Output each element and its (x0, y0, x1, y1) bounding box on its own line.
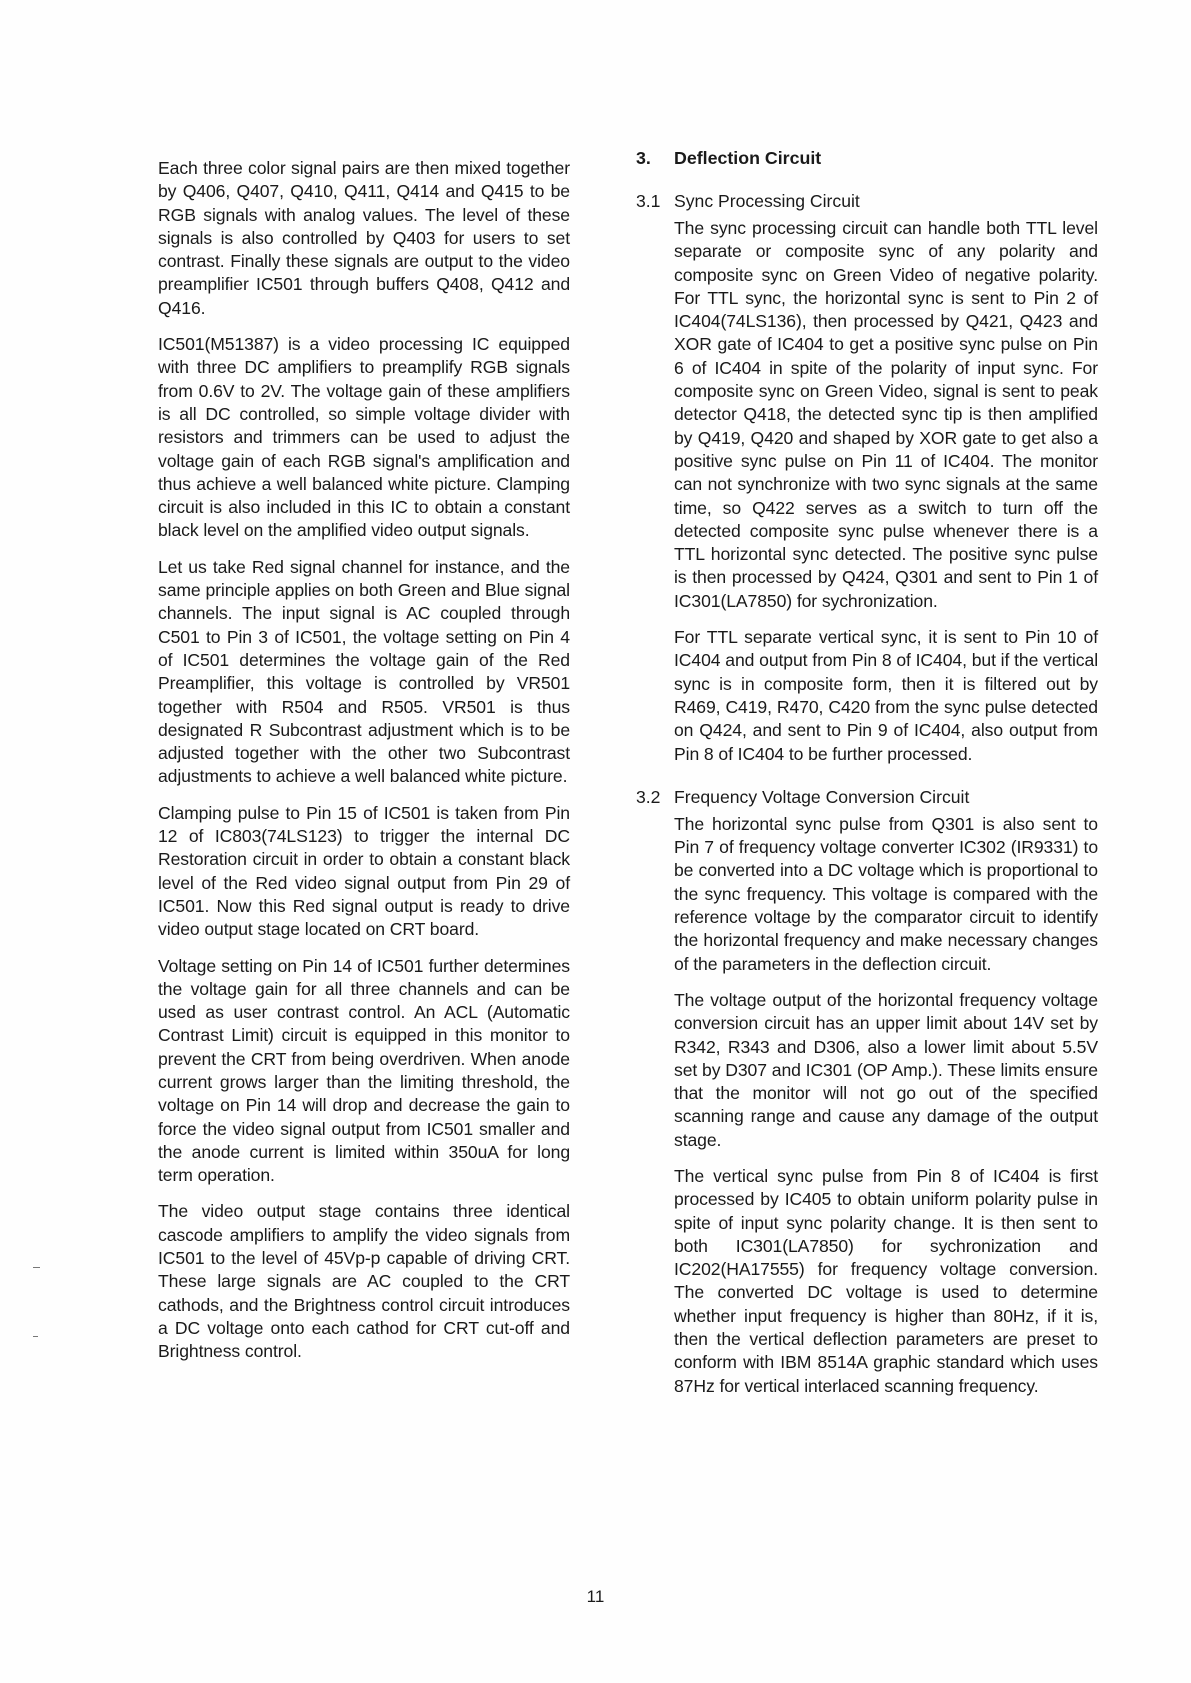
paragraph-video-output-stage: The video output stage contains three identical cascode amplifiers to amplify the video signals from IC501 to the level of 45Vp-p capable of driving CRT. These large signals are AC coupled to the CRT cathods, and the Brightness control circuit introduces a DC voltage onto each cathod for CRT cut-off and Brightness control. (158, 1201, 570, 1362)
subsection-frequency-voltage (636, 786, 1098, 1398)
section-heading-deflection (636, 146, 1098, 170)
left-column (158, 157, 570, 1377)
paragraph-sync-processing: The sync processing circuit can handle both TTL level separate or composite sync of any polarity and composite sync on Green Video of negative polarity. For TTL sync, the horizontal sync is sent to Pin 2 of IC404(74LS136), then processed by Q421, Q423 and XOR gate of IC404 to get a positive sync pulse on Pin 6 of IC404 in spite of the polarity of input sync. For composite sync on Green Video, signal is sent to peak detector Q418, the detected sync tip is then amplified by Q419, Q420 and shaped by XOR gate to get also a positive sync pulse on Pin 11 of IC404. The monitor can not synchronize with two sync signals at the same time, so Q422 serves as a switch to turn off the detected composite sync pulse whenever there is a TTL horizontal sync detected. The positive sync pulse is then processed by Q424, Q301 and sent to Pin 1 of IC301(LA7850) for sychronization. (674, 218, 1098, 611)
scan-mark (33, 1267, 40, 1268)
page-number: 11 (586, 1587, 605, 1606)
paragraph-acl-circuit: Voltage setting on Pin 14 of IC501 further determines the voltage gain for all three channels and can be used as user contrast control. An ACL (Automatic Contrast Limit) circuit is equipped in this monitor to prevent the CRT from being overdriven. When anode current grows larger than the limiting threshold, the voltage on Pin 14 will drop and decrease the gain to force the video signal output from IC501 smaller and the anode current is limited within 350uA for long term operation. (158, 955, 570, 1186)
paragraph-vertical-sync: For TTL separate vertical sync, it is sent to Pin 10 of IC404 and output from Pin 8 of IC404, but if the vertical sync is in composite form, then it is filtered out by R469, C419, R470, C420 from the sync pulse detected on Q424, and sent to Pin 9 of IC404, also output from Pin 8 of IC404 to be further processed. (674, 627, 1098, 764)
section-title: Deflection Circuit (674, 148, 822, 168)
section-number: 3. (636, 148, 651, 168)
paragraph-voltage-limits: The voltage output of the horizontal frequency voltage conversion circuit has an upper limit about 14V set by R342, R343 and D306, also a lower limit about 5.5V set by D307 and IC301 (OP Amp.). These limits ensure that the monitor will not go out of the specified scanning range and cause any damage of the output stage. (674, 989, 1098, 1150)
subsection-title: Frequency Voltage Conversion Circuit (674, 786, 970, 807)
subsection-sync-processing (636, 190, 1098, 766)
right-column (636, 146, 1098, 1418)
paragraph-vertical-conversion: The vertical sync pulse from Pin 8 of IC404 is first processed by IC405 to obtain uniform polarity pulse in spite of input sync polarity change. It is then sent to both IC301(LA7850) for sychronization and IC202(HA17555) for frequency voltage conversion. The converted DC voltage is used to determine whether input frequency is higher than 80Hz, if it is, then the vertical deflection parameters are preset to conform with IBM 8514A graphic standard which uses 87Hz for vertical interlaced scanning frequency. (674, 1165, 1098, 1396)
subsection-number: 3.1 (636, 191, 661, 211)
paragraph-color-mixing: Each three color signal pairs are then mixed together by Q406, Q407, Q410, Q411, Q414 and Q415 to be RGB signals with analog values. The level of these signals is also controlled by Q403 for users to set contrast. Finally these signals are output to the video preamplifier IC501 through buffers Q408, Q412 and Q416. (158, 158, 570, 318)
paragraph-red-channel: Let us take Red signal channel for instance, and the same principle applies on both Green and Blue signal channels. The input signal is AC coupled through C501 to Pin 3 of IC501, the voltage setting on Pin 4 of IC501 determines the voltage gain of the Red Preamplifier, this voltage is controlled by VR501 together with R504 and R505. VR501 is thus designated R Subcontrast adjustment which is to be adjusted together with the other two Subcontrast adjustments to achieve a well balanced white picture. (158, 556, 570, 787)
subsection-title: Sync Processing Circuit (674, 191, 860, 211)
paragraph-clamping-pulse: Clamping pulse to Pin 15 of IC501 is taken from Pin 12 of IC803(74LS123) to trigger the internal DC Restoration circuit in order to obtain a constant black level of the Red video signal output from Pin 29 of IC501. Now this Red signal output is ready to drive video output stage located on CRT board. (158, 802, 570, 940)
paragraph-horizontal-conversion: The horizontal sync pulse from Q301 is also sent to Pin 7 of frequency voltage converter IC302 (IR9331) to be converted into a DC voltage which is proportional to the sync frequency. This voltage is compared with the reference voltage by the comparator circuit to identify the horizontal frequency and make necessary changes of the parameters in the deflection circuit. (674, 813, 1098, 974)
subsection-heading (636, 190, 1098, 213)
paragraph-ic501-description: IC501(M51387) is a video processing IC equipped with three DC amplifiers to preamplify RGB signals from 0.6V to 2V. The voltage gain of these amplifiers is all DC controlled, so simple voltage divider with resistors and trimmers can be used to adjust the voltage gain of each RGB signal's amplification and thus achieve a well balanced white picture. Clamping circuit is also included in this IC to obtain a constant black level on the amplified video output signals. (158, 334, 570, 541)
scan-mark (33, 1336, 38, 1337)
subsection-heading (636, 786, 1098, 809)
subsection-number: 3.2 (636, 786, 661, 807)
